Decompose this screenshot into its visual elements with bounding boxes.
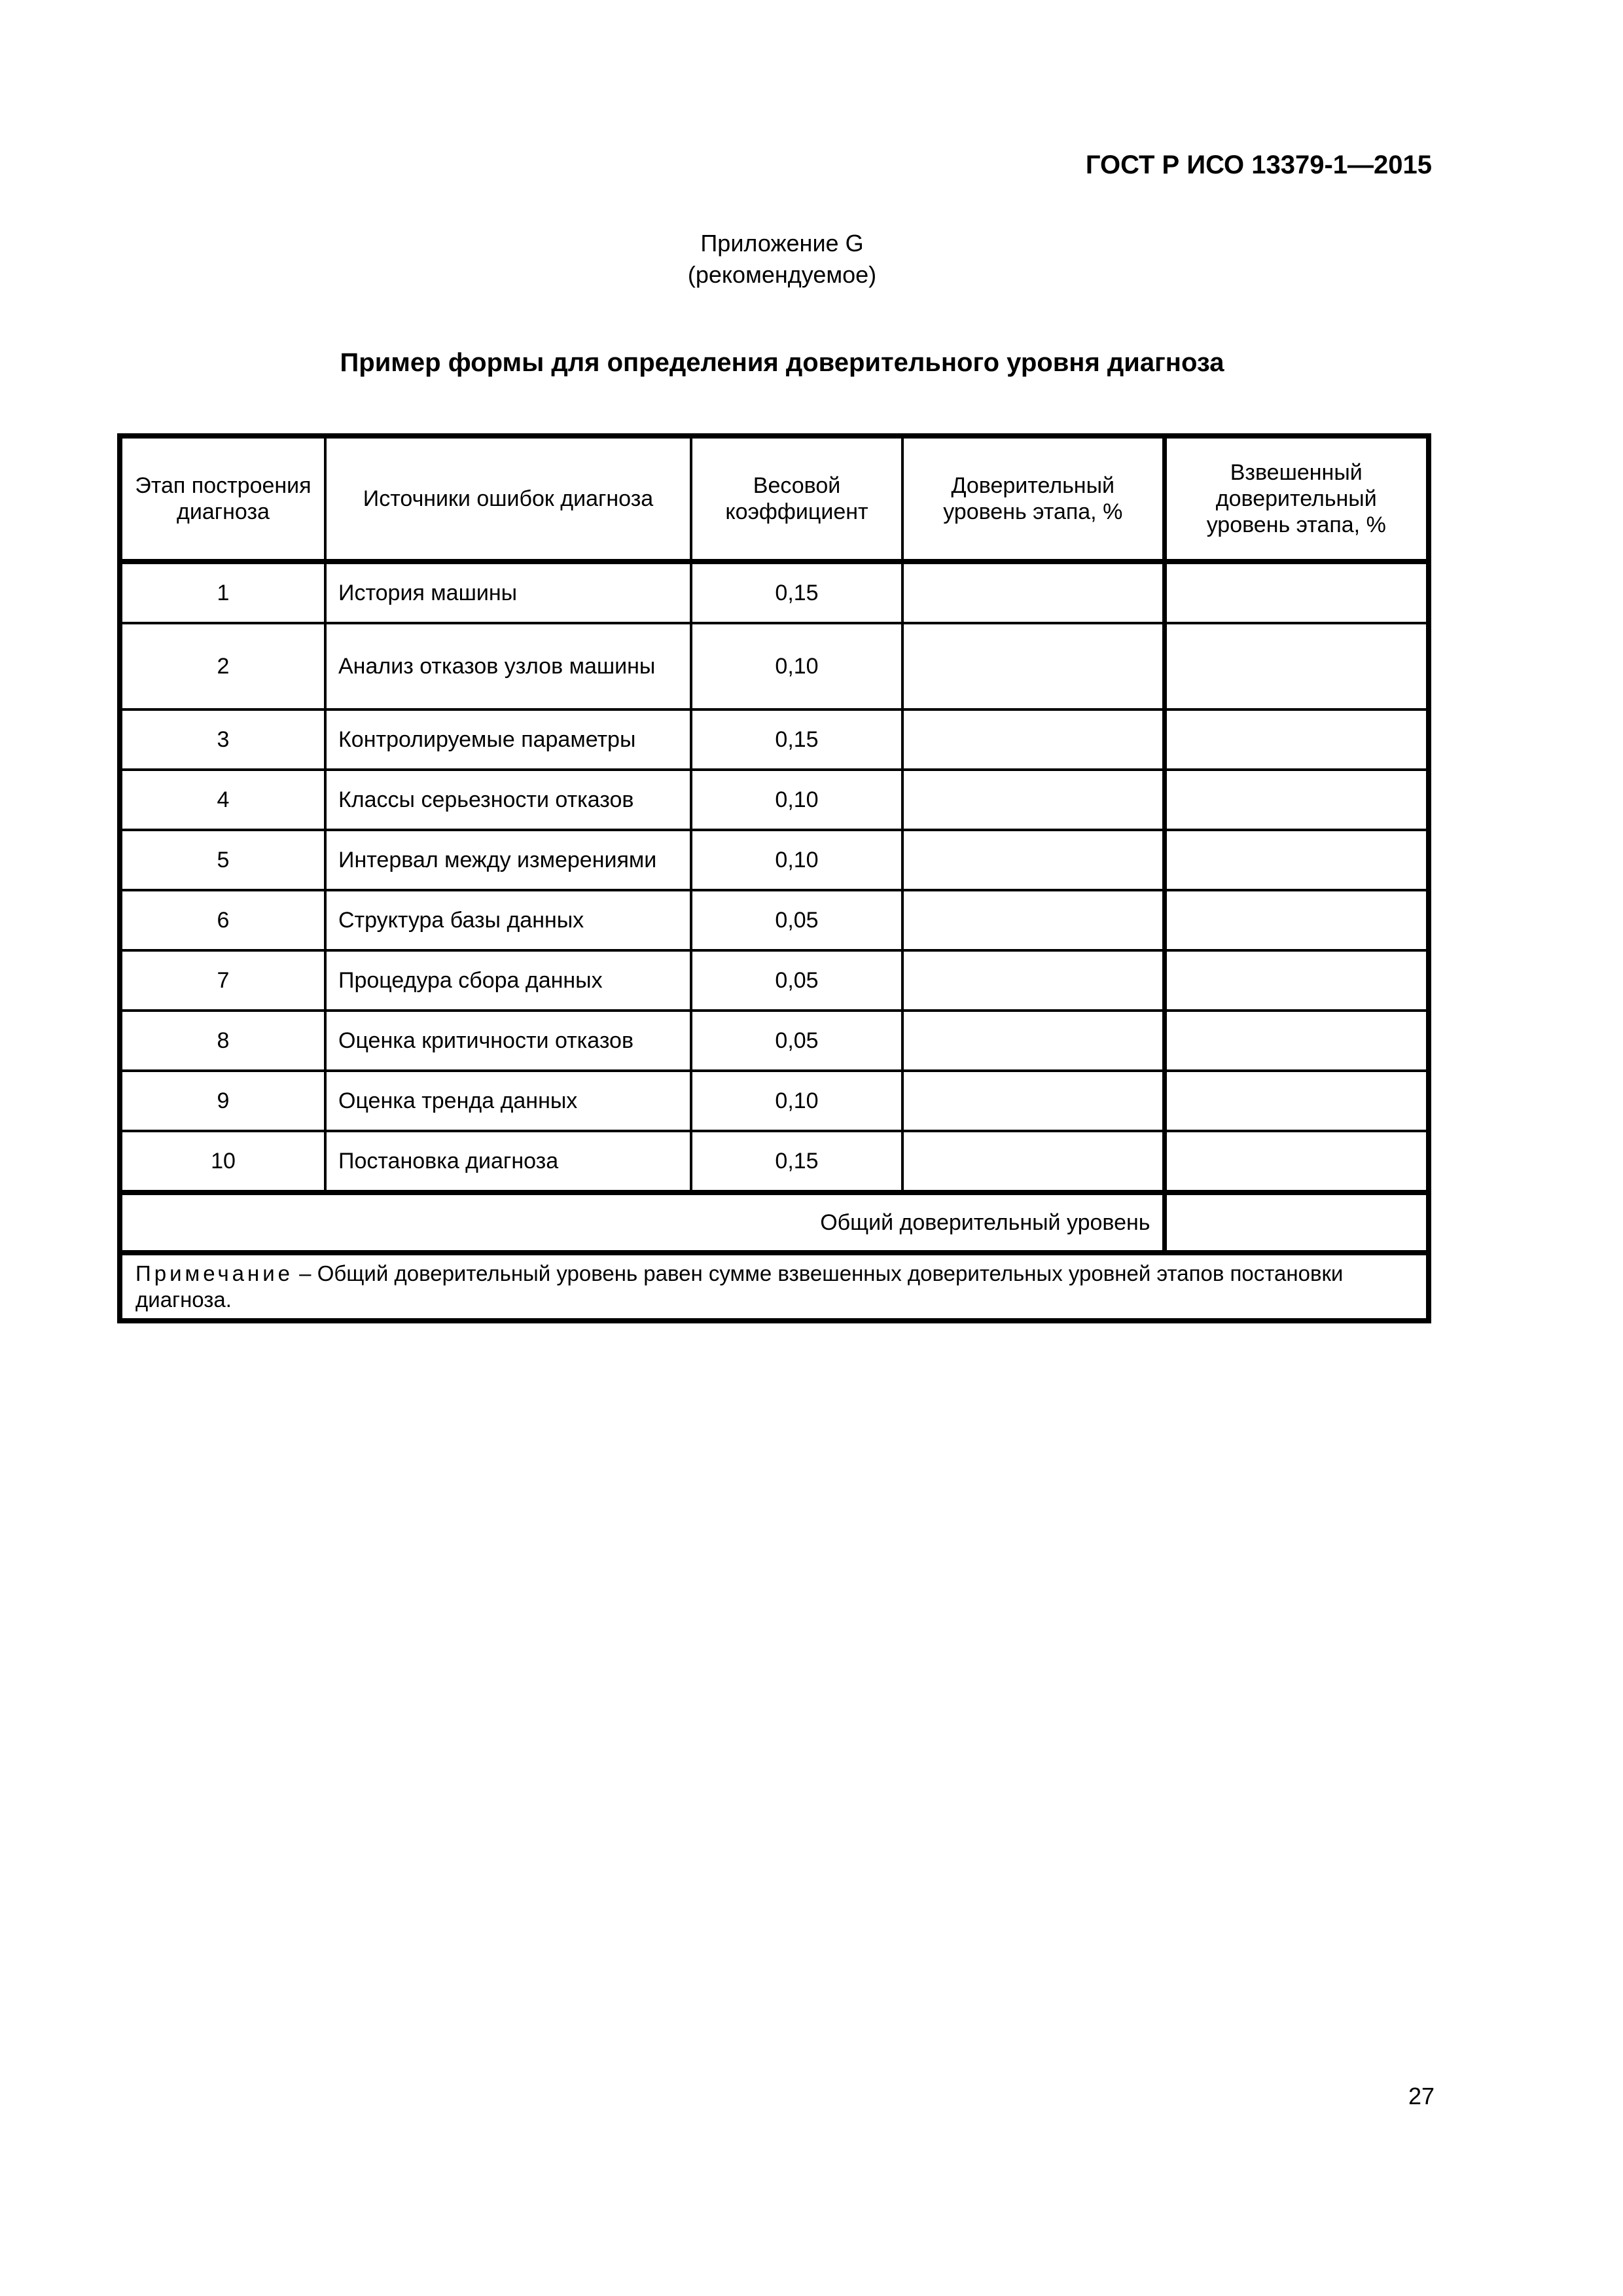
weight-cell: 0,05 <box>691 1011 902 1071</box>
source-cell: Оценка тренда данных <box>325 1071 691 1131</box>
column-header-weight: Весовой коэффициент <box>691 436 902 562</box>
weighted-confidence-input-cell[interactable] <box>1164 1071 1429 1131</box>
table-row <box>120 770 1429 830</box>
table-row <box>120 1131 1429 1193</box>
step-cell: 10 <box>120 1131 325 1193</box>
weighted-confidence-input-cell[interactable] <box>1164 890 1429 950</box>
weight-cell: 0,10 <box>691 770 902 830</box>
step-cell: 8 <box>120 1011 325 1071</box>
confidence-input-cell[interactable] <box>902 709 1164 770</box>
step-cell: 3 <box>120 709 325 770</box>
table-header-row <box>120 436 1429 562</box>
table-row <box>120 1011 1429 1071</box>
source-cell: Контролируемые параметры <box>325 709 691 770</box>
source-cell: Структура базы данных <box>325 890 691 950</box>
weight-cell: 0,15 <box>691 562 902 623</box>
page-number: 27 <box>1408 2083 1435 2109</box>
confidence-input-cell[interactable] <box>902 623 1164 709</box>
source-cell: Интервал между измерениями <box>325 830 691 890</box>
confidence-input-cell[interactable] <box>902 1011 1164 1071</box>
step-cell: 6 <box>120 890 325 950</box>
confidence-input-cell[interactable] <box>902 1131 1164 1193</box>
note-row <box>120 1253 1429 1321</box>
source-cell: Анализ отказов узлов машины <box>325 623 691 709</box>
table-row <box>120 562 1429 623</box>
weight-cell: 0,05 <box>691 890 902 950</box>
weight-cell: 0,10 <box>691 830 902 890</box>
appendix-heading <box>0 228 1564 291</box>
confidence-input-cell[interactable] <box>902 562 1164 623</box>
source-cell: Классы серьезности отказов <box>325 770 691 830</box>
step-cell: 5 <box>120 830 325 890</box>
step-cell: 4 <box>120 770 325 830</box>
weighted-confidence-input-cell[interactable] <box>1164 562 1429 623</box>
weighted-confidence-input-cell[interactable] <box>1164 830 1429 890</box>
weighted-confidence-input-cell[interactable] <box>1164 1011 1429 1071</box>
appendix-status: (рекомендуемое) <box>687 261 877 288</box>
column-header-weighted-confidence: Взвешенный доверительный уровень этапа, % <box>1164 436 1429 562</box>
table-row <box>120 890 1429 950</box>
note-label: Примечание <box>135 1261 294 1285</box>
column-header-confidence: Доверительный уровень этапа, % <box>902 436 1164 562</box>
confidence-input-cell[interactable] <box>902 1071 1164 1131</box>
source-cell: Постановка диагноза <box>325 1131 691 1193</box>
weighted-confidence-input-cell[interactable] <box>1164 770 1429 830</box>
step-cell: 7 <box>120 950 325 1011</box>
appendix-title: Приложение G <box>700 230 864 257</box>
step-cell: 9 <box>120 1071 325 1131</box>
source-cell: Процедура сбора данных <box>325 950 691 1011</box>
column-header-step: Этап построения диагноза <box>120 436 325 562</box>
weight-cell: 0,05 <box>691 950 902 1011</box>
weight-cell: 0,15 <box>691 709 902 770</box>
source-cell: Оценка критичности отказов <box>325 1011 691 1071</box>
weighted-confidence-input-cell[interactable] <box>1164 623 1429 709</box>
total-row <box>120 1193 1429 1253</box>
table-row <box>120 830 1429 890</box>
weight-cell: 0,10 <box>691 1071 902 1131</box>
confidence-input-cell[interactable] <box>902 830 1164 890</box>
confidence-input-cell[interactable] <box>902 950 1164 1011</box>
step-cell: 2 <box>120 623 325 709</box>
note-cell <box>120 1253 1429 1321</box>
confidence-input-cell[interactable] <box>902 770 1164 830</box>
confidence-form-table <box>117 433 1431 1323</box>
table-row <box>120 709 1429 770</box>
weighted-confidence-input-cell[interactable] <box>1164 950 1429 1011</box>
document-code: ГОСТ Р ИСО 13379-1—2015 <box>1085 151 1432 179</box>
column-header-source: Источники ошибок диагноза <box>325 436 691 562</box>
confidence-input-cell[interactable] <box>902 890 1164 950</box>
table-row <box>120 1071 1429 1131</box>
table-row <box>120 950 1429 1011</box>
weighted-confidence-input-cell[interactable] <box>1164 709 1429 770</box>
form-title: Пример формы для определения доверительного уровня диагноза <box>340 348 1224 377</box>
source-cell: История машины <box>325 562 691 623</box>
note-text: – Общий доверительный уровень равен сумме взвешенных доверительных уровней этапов постановки диагноза. <box>135 1261 1344 1312</box>
weight-cell: 0,10 <box>691 623 902 709</box>
total-value-input-cell[interactable] <box>1164 1193 1429 1253</box>
weighted-confidence-input-cell[interactable] <box>1164 1131 1429 1193</box>
weight-cell: 0,15 <box>691 1131 902 1193</box>
step-cell: 1 <box>120 562 325 623</box>
table-row <box>120 623 1429 709</box>
total-label: Общий доверительный уровень <box>120 1193 1164 1253</box>
